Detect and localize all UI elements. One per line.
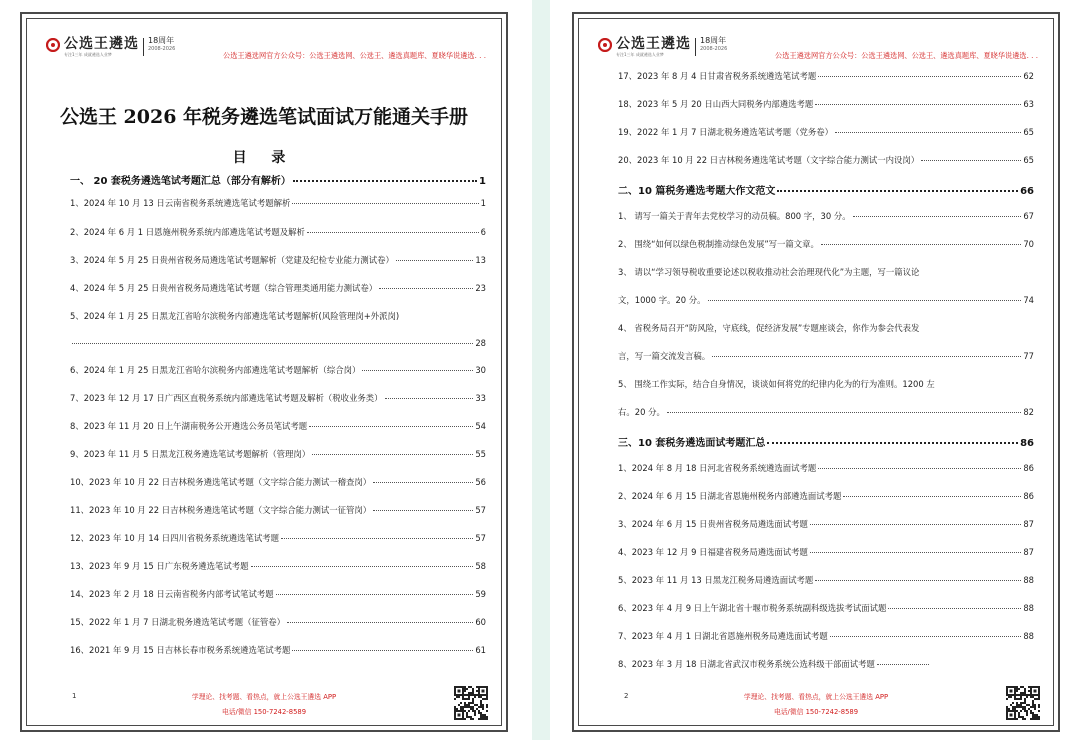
toc-page-number: 86: [1020, 438, 1034, 449]
toc-entry[interactable]: [618, 98, 1034, 110]
page-header: [46, 36, 486, 68]
toc-entry[interactable]: [618, 70, 1034, 82]
toc-entry-title: 5、 围绕工作实际，结合自身情况，谈谈如何将党的纪律内化为的行为准则。1200 左: [618, 379, 935, 389]
qr-code-icon: [1006, 686, 1040, 720]
anniversary-label: 18周年: [700, 36, 727, 45]
public-account-line: 公选王遴选网官方公众号：公选王遴选网、公选王、遴选真题库、夏晓华说遴选. . .: [775, 51, 1038, 60]
footer-line-1: 学理论、找考题、看热点，就上公选王遴选 APP: [743, 693, 889, 701]
toc-entry-title: 8、2023 年 3 月 18 日湖北省武汉市税务系统公选科级干部面试考题: [618, 659, 875, 669]
toc-leader-dots: [830, 636, 1022, 637]
toc-section-heading[interactable]: [70, 172, 486, 187]
toc-leader-dots: [818, 468, 1021, 469]
toc-entry-title: 1、2024 年 10 月 13 日云南省税务系统遴选笔试考题解析: [70, 198, 291, 208]
toc-page-number: 86: [1023, 491, 1034, 501]
toc-entry-title: 5、2024 年 1 月 25 日黑龙江省哈尔滨税务内部遴选笔试考题解析(风险管理岗+外派岗): [70, 311, 400, 321]
toc-entry-title: 10、2023 年 10 月 22 日吉林税务遴选笔试考题（文字综合能力测试一稽查岗）: [70, 477, 372, 487]
toc-leader-dots: [712, 356, 1021, 357]
toc-entry-title: 2、 围绕“如何以绿色税制推动绿色发展”写一篇文章。: [618, 239, 819, 249]
toc-entry-title: 2、2024 年 6 月 1 日恩施州税务系统内部遴选笔试考题及解析: [70, 227, 305, 237]
toc-page-number: 88: [1023, 603, 1034, 613]
toc-leader-dots: [667, 412, 1022, 413]
toc-entry[interactable]: [70, 254, 486, 266]
toc-entry-title: 6、2024 年 1 月 25 日黑龙江省哈尔滨税务内部遴选笔试考题解析（综合岗）: [70, 365, 361, 375]
toc-entry-title: 4、 省税务局召开“防风险，守底线，促经济发展”专题座谈会，你作为参会代表发: [618, 323, 920, 333]
toc-leader-dots: [373, 482, 473, 483]
toc-entry-title: 3、 请以“学习领导税收重要论述以税收推动社会治理现代化”为主题，写一篇议论: [618, 267, 920, 277]
toc-entry-title: 4、2023 年 12 月 9 日福建省税务局遴选面试考题: [618, 547, 808, 557]
toc-entry[interactable]: [618, 406, 1034, 418]
logo-tagline: 专注1三年 成就遴选人业梦: [64, 52, 112, 57]
toc-leader-dots: [708, 300, 1022, 301]
toc-leader-dots: [379, 288, 473, 289]
toc-page-number: 87: [1023, 519, 1034, 529]
toc-entry-title: 9、2023 年 11 月 5 日黑龙江税务遴选笔试考题解析（管理岗）: [70, 449, 311, 459]
document-page-2: [572, 12, 1060, 732]
toc-page-number: 59: [475, 589, 486, 599]
toc-page-number: 28: [475, 338, 486, 348]
toc-entry-title: 14、2023 年 2 月 18 日云南省税务内部考试笔试考题: [70, 589, 274, 599]
toc-entry[interactable]: [618, 238, 1034, 250]
toc-leader-dots: [292, 203, 478, 204]
toc-entry-title: 13、2023 年 9 月 15 日广东税务遴选笔试考题: [70, 561, 249, 571]
toc-page-number: 70: [1023, 239, 1034, 249]
logo-emblem-icon: [46, 38, 60, 52]
toc-entry-title: 19、2022 年 1 月 7 日湖北税务遴选笔试考题（党务卷）: [618, 127, 834, 137]
toc-leader-dots: [843, 496, 1021, 497]
toc-page-number: 1: [479, 176, 486, 187]
toc-entry-title: 12、2023 年 10 月 14 日四川省税务系统遴选笔试考题: [70, 533, 279, 543]
toc-page-number: 58: [475, 561, 486, 571]
toc-entry[interactable]: [70, 282, 486, 294]
public-account-line: 公选王遴选网官方公众号：公选王遴选网、公选王、遴选真题库、夏晓华说遴选. . .: [223, 51, 486, 60]
toc-page-number: 88: [1023, 631, 1034, 641]
toc-page-number: 23: [475, 283, 486, 293]
footer-line-1: 学理论、找考题、看热点，就上公选王遴选 APP: [191, 693, 337, 701]
toc-entry[interactable]: [70, 226, 486, 238]
toc-entry-title: 言，写一篇交流发言稿。: [618, 351, 711, 361]
toc-page-number: 74: [1023, 295, 1034, 305]
toc-section-heading[interactable]: [618, 182, 1034, 197]
toc-entry[interactable]: [618, 546, 1034, 558]
logo-emblem-icon: [598, 38, 612, 52]
toc-leader-dots: [292, 650, 473, 651]
toc-page-number: 54: [475, 421, 486, 431]
toc-leader-dots: [810, 524, 1021, 525]
toc-entry[interactable]: [70, 616, 486, 628]
toc-entry[interactable]: [70, 310, 486, 322]
page-number: 2: [624, 692, 629, 700]
toc-entry[interactable]: [618, 462, 1034, 474]
toc-heading: 目 录: [232, 150, 296, 166]
page-number: 1: [72, 692, 77, 700]
toc-leader-dots: [251, 566, 474, 567]
toc-entry[interactable]: [618, 658, 1034, 670]
toc-section-heading[interactable]: [618, 434, 1034, 449]
toc-entry[interactable]: [618, 294, 1034, 306]
toc-leader-dots: [835, 132, 1021, 133]
brand-logo: [598, 36, 727, 58]
toc-entry-title: 2、2024 年 6 月 15 日湖北省恩施州税务内部遴选面试考题: [618, 491, 842, 501]
logo-divider: [143, 38, 144, 56]
toc-leader-dots: [287, 622, 473, 623]
footer-line-2: 电话/微信 150-7242-8589: [221, 708, 307, 716]
toc-entry[interactable]: [618, 350, 1034, 362]
toc-leader-dots: [312, 454, 473, 455]
toc-entry-title: 三、10 套税务遴选面试考题汇总: [618, 438, 766, 449]
toc-page-number: 65: [1023, 155, 1034, 165]
toc-entry[interactable]: [618, 154, 1034, 166]
toc-page-number: 65: [1023, 127, 1034, 137]
toc-entry[interactable]: [618, 210, 1034, 222]
toc-entry-title: 1、 请写一篇关于青年去党校学习的动员稿。800 字，30 分。: [618, 211, 851, 221]
toc-entry[interactable]: [70, 197, 486, 209]
toc-entry[interactable]: [618, 322, 1034, 334]
toc-entry[interactable]: [70, 560, 486, 572]
toc-entry[interactable]: [618, 266, 1034, 278]
anniversary-years: 2008-2026: [700, 46, 728, 52]
toc-entry-title: 17、2023 年 8 月 4 日甘肃省税务系统遴选笔试考题: [618, 71, 817, 81]
toc-entry-title: 二、10 篇税务遴选考题大作文范文: [618, 186, 776, 197]
toc-entry[interactable]: [618, 630, 1034, 642]
toc-page-number: 6: [480, 227, 486, 237]
toc-entry-title: 文，1000 字。20 分。: [618, 295, 706, 305]
logo-name: 公选王遴选: [64, 36, 139, 52]
toc-page-number: 88: [1023, 575, 1034, 585]
toc-entry[interactable]: [70, 364, 486, 376]
page-inner-border: [578, 18, 1054, 726]
toc-leader-dots: [921, 160, 1021, 161]
logo-tagline: 专注1三年 成就遴选人业梦: [616, 52, 664, 57]
toc-page-number: 33: [475, 393, 486, 403]
toc-page-number: 87: [1023, 547, 1034, 557]
toc-entry-title: 一、 20 套税务遴选笔试考题汇总（部分有解析）: [70, 176, 291, 187]
toc-page-number: 1: [480, 198, 486, 208]
brand-logo: [46, 36, 175, 58]
toc-leader-dots: [821, 244, 1021, 245]
toc-entry[interactable]: [70, 420, 486, 432]
toc-page-number: 77: [1023, 351, 1034, 361]
toc-page-number: 55: [475, 449, 486, 459]
footer-line-2: 电话/微信 150-7242-8589: [773, 708, 859, 716]
anniversary-badge: [700, 36, 727, 53]
toc-leader-dots: [767, 442, 1018, 444]
page-header: [598, 36, 1038, 68]
toc-entry-title: 11、2023 年 10 月 22 日吉林税务遴选笔试考题（文字综合能力测试一征管岗）: [70, 505, 372, 515]
toc-page-number: 61: [475, 645, 486, 655]
toc-entry[interactable]: [618, 490, 1034, 502]
toc-leader-dots: [396, 260, 473, 261]
toc-leader-dots: [72, 343, 473, 344]
footer-promo: [22, 690, 506, 720]
toc-entry-title: 7、2023 年 4 月 1 日湖北省恩施州税务局遴选面试考题: [618, 631, 828, 641]
toc-entry-title: 7、2023 年 12 月 17 日广西区直税务系统内部遴选笔试考题及解析（税收业务类）: [70, 393, 383, 403]
toc-leader-dots: [307, 232, 479, 233]
toc-entry-title: 3、2024 年 6 月 15 日贵州省税务局遴选面试考题: [618, 519, 808, 529]
toc-page-number: 13: [475, 255, 486, 265]
toc-entry[interactable]: [618, 518, 1034, 530]
toc-leader-dots: [362, 370, 473, 371]
toc-entry-title: 5、2023 年 11 月 13 日黑龙江税务局遴选面试考题: [618, 575, 814, 585]
toc-entry-title: 3、2024 年 5 月 25 日贵州省税务局遴选笔试考题解析（党建及纪检专业能力测试卷）: [70, 255, 394, 265]
anniversary-badge: [148, 36, 175, 53]
toc-page-number: 56: [475, 477, 486, 487]
toc-page-number: 62: [1023, 71, 1034, 81]
toc-page-number: 86: [1023, 463, 1034, 473]
page-footer: [22, 686, 506, 726]
footer-promo: [574, 690, 1058, 720]
anniversary-label: 18周年: [148, 36, 175, 45]
document-title: 公选王 2026 年税务遴选笔试面试万能通关手册: [59, 106, 469, 128]
toc-entry-title: 右。20 分。: [618, 407, 665, 417]
toc-page-number: 30: [475, 365, 486, 375]
toc-entry[interactable]: [70, 644, 486, 656]
toc-entry[interactable]: [70, 504, 486, 516]
toc-page-number: 66: [1020, 186, 1034, 197]
toc-entry[interactable]: [618, 378, 1034, 390]
logo-name: 公选王遴选: [616, 36, 691, 52]
toc-leader-dots: [815, 580, 1021, 581]
toc-leader-dots: [818, 76, 1021, 77]
toc-leader-dots: [385, 398, 474, 399]
toc-leader-dots: [810, 552, 1021, 553]
toc-leader-dots: [276, 594, 474, 595]
toc-entry-title: 8、2023 年 11 月 20 日上午湖南税务公开遴选公务员笔试考题: [70, 421, 308, 431]
page-gap: [532, 0, 550, 740]
toc-entry[interactable]: [70, 338, 486, 348]
toc-leader-dots: [281, 538, 473, 539]
page-footer: [574, 686, 1058, 726]
toc-entry[interactable]: [70, 588, 486, 600]
toc-leader-dots: [373, 510, 473, 511]
anniversary-years: 2008-2026: [148, 46, 176, 52]
toc-page-number: 57: [475, 505, 486, 515]
toc-page-number: 57: [475, 533, 486, 543]
toc-leader-dots: [888, 608, 1021, 609]
toc-page-number: 82: [1023, 407, 1034, 417]
toc-entry[interactable]: [70, 476, 486, 488]
toc-leader-dots: [777, 190, 1018, 192]
toc-leader-dots: [877, 664, 929, 665]
toc-entry[interactable]: [70, 532, 486, 544]
toc-entry-title: 16、2021 年 9 月 15 日吉林长春市税务系统遴选笔试考题: [70, 645, 291, 655]
toc-entry-title: 15、2022 年 1 月 7 日湖北税务遴选笔试考题（征管卷）: [70, 617, 286, 627]
toc-entry[interactable]: [618, 574, 1034, 586]
toc-entry-title: 18、2023 年 5 月 20 日山西大同税务内部遴选考题: [618, 99, 814, 109]
document-page-1: [20, 12, 508, 732]
qr-code-icon: [454, 686, 488, 720]
toc-entry-title: 1、2024 年 8 月 18 日河北省税务系统遴选面试考题: [618, 463, 817, 473]
toc-entry[interactable]: [618, 126, 1034, 138]
logo-divider: [695, 38, 696, 56]
toc-entry-title: 4、2024 年 5 月 25 日贵州省税务局遴选笔试考题（综合管理类通用能力测试卷）: [70, 283, 378, 293]
toc-leader-dots: [815, 104, 1021, 105]
toc-entry-title: 20、2023 年 10 月 22 日吉林税务遴选笔试考题（文字综合能力测试一内设岗）: [618, 155, 920, 165]
toc-leader-dots: [309, 426, 473, 427]
toc-entry-title: 6、2023 年 4 月 9 日上午湖北省十堰市税务系统副科级选拔考试面试题: [618, 603, 887, 613]
toc-page-number: 63: [1023, 99, 1034, 109]
toc-page-number: 67: [1023, 211, 1034, 221]
toc-page-number: 60: [475, 617, 486, 627]
toc-entry[interactable]: [618, 602, 1034, 614]
toc-entry[interactable]: [70, 448, 486, 460]
toc-leader-dots: [293, 180, 477, 182]
toc-leader-dots: [853, 216, 1022, 217]
toc-entry[interactable]: [70, 392, 486, 404]
